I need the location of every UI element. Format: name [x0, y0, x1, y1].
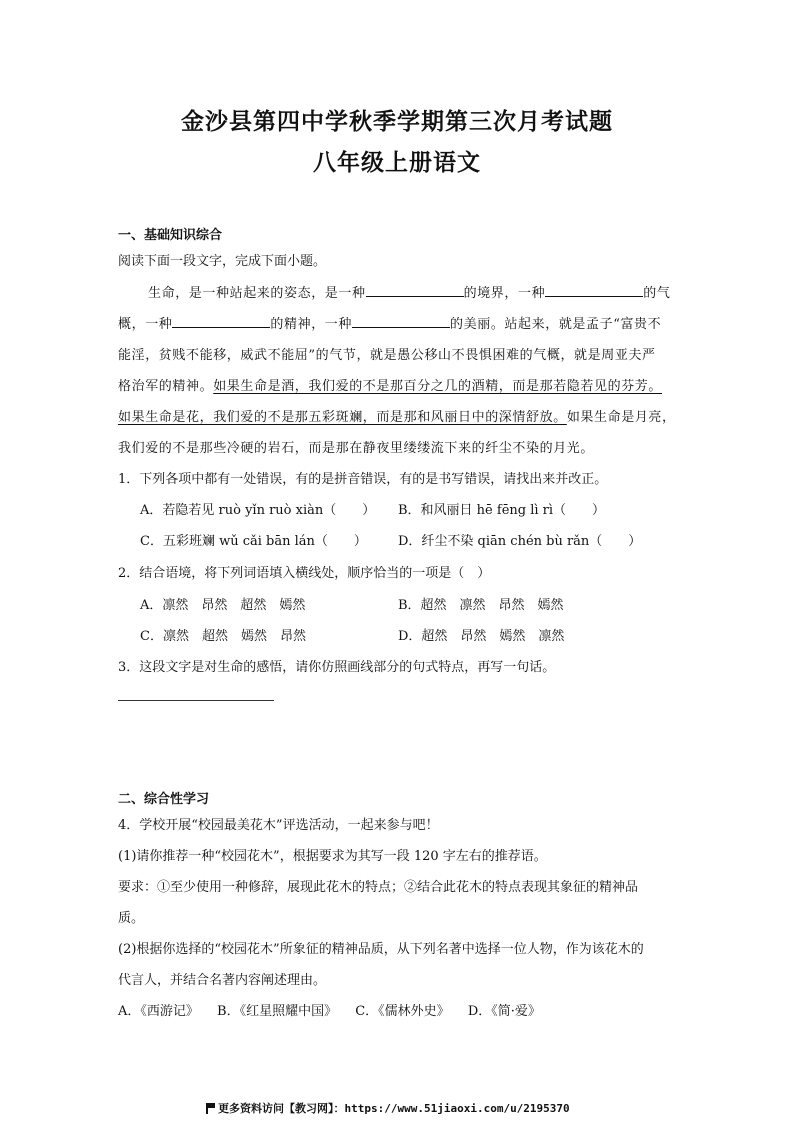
question-3-stem: 3．这段文字是对生命的感悟，请你仿照画线部分的句式特点，再写一句话。	[118, 660, 556, 675]
requirements-line-1: 要求：①至少使用一种修辞，展现此花木的特点；②结合此花木的特点表现其象征的精神品	[118, 880, 639, 895]
q1-option-b: B．和风丽日 hē fēng lì rì（ ）	[398, 503, 606, 518]
passage-line-5: 如果生命是花，我们爱的不是那五彩斑斓，而是那和风丽日中的深情舒放。如果生命是月亮，	[118, 410, 676, 425]
question-2-stem: 2．结合语境，将下列词语填入横线处，顺序恰当的一项是（ ）	[118, 566, 491, 581]
underlined-sentence-2: 如果生命是花，我们爱的不是那五彩斑斓，而是那和风丽日中的深情舒放。	[118, 410, 567, 425]
q1-option-c: C．五彩班斓 wǔ cǎi bān lán（ ）	[140, 534, 367, 549]
underlined-sentence-1: 如果生命是酒，我们爱的不是那百分之几的酒精，而是那若隐若见的芬芳。	[213, 379, 663, 394]
requirements-line-2: 质。	[118, 911, 145, 926]
section1-intro: 阅读下面一段文字，完成下面小题。	[118, 254, 327, 269]
q2-option-a: A．凛然 昂然 超然 嫣然	[140, 598, 306, 613]
question-4-part-2-line-2: 代言人，并结合名著内容阐述理由。	[118, 973, 327, 988]
exam-title: 金沙县第四中学秋季学期第三次月考试题	[181, 108, 613, 135]
exam-subtitle: 八年级上册语文	[313, 149, 481, 176]
q2-option-c: C．凛然 超然 嫣然 昂然	[140, 629, 306, 644]
fill-blank-2	[545, 283, 643, 297]
book-option-c: C．《儒林外史》	[355, 1004, 450, 1019]
question-1-stem: 1．下列各项中都有一处错误，有的是拼音错误，有的是书写错误，请找出来并改正。	[118, 472, 608, 487]
answer-line	[118, 700, 274, 701]
book-option-b: B．《红星照耀中国》	[217, 1004, 338, 1019]
q1-option-a: A．若隐若见 ruò yǐn ruò xiàn（ ）	[140, 503, 376, 518]
passage-line-1: 生命，是一种站起来的姿态，是一种 的境界，一种 的气	[148, 282, 670, 301]
q2-option-d: D．超然 昂然 嫣然 凛然	[398, 629, 565, 644]
footer-link[interactable]	[205, 1100, 570, 1116]
question-4-part-2-line-1: (2)根据你选择的“校园花木”所象征的精神品质，从下列名著中选择一位人物，作为该花木的	[118, 942, 644, 957]
q1-option-d: D．纤尘不染 qiān chén bù rǎn（ ）	[398, 534, 642, 549]
passage-line-4: 格治军的精神。如果生命是酒，我们爱的不是那百分之几的酒精，而是那若隐若见的芬芳。	[118, 379, 663, 394]
footer-text: 更多资料访问【教习网】：https://www.51jiaoxi.com/u/2195370	[218, 1102, 570, 1115]
book-option-a: A．《西游记》	[118, 1004, 199, 1019]
fill-blank-1	[366, 283, 464, 297]
question-4-part-1: (1)请你推荐一种“校园花木”，根据要求为其写一段 120 字左右的推荐语。	[118, 849, 547, 864]
fill-blank-4	[352, 314, 450, 328]
fill-blank-3	[172, 314, 270, 328]
passage-line-6: 我们爱的不是那些冷硬的岩石，而是那在静夜里缕缕流下来的纤尘不染的月光。	[118, 441, 595, 456]
book-option-d: D．《简·爱》	[467, 1004, 541, 1019]
section1-heading: 一、基础知识综合	[118, 228, 223, 243]
section2-heading: 二、综合性学习	[118, 792, 210, 807]
flag-icon	[205, 1103, 215, 1113]
passage-line-2: 概，一种 的精神，一种 的美丽。站起来，就是孟子“富贵不	[118, 313, 661, 332]
question-4-stem: 4．学校开展“校园最美花木”评选活动，一起来参与吧！	[118, 818, 439, 833]
passage-line-3: 能淫，贫贱不能移，威武不能屈”的气节，就是愚公移山不畏惧困难的气概，就是周亚夫严	[118, 348, 656, 363]
q2-option-b: B．超然 凛然 昂然 嫣然	[398, 598, 564, 613]
book-options	[118, 1000, 541, 1019]
